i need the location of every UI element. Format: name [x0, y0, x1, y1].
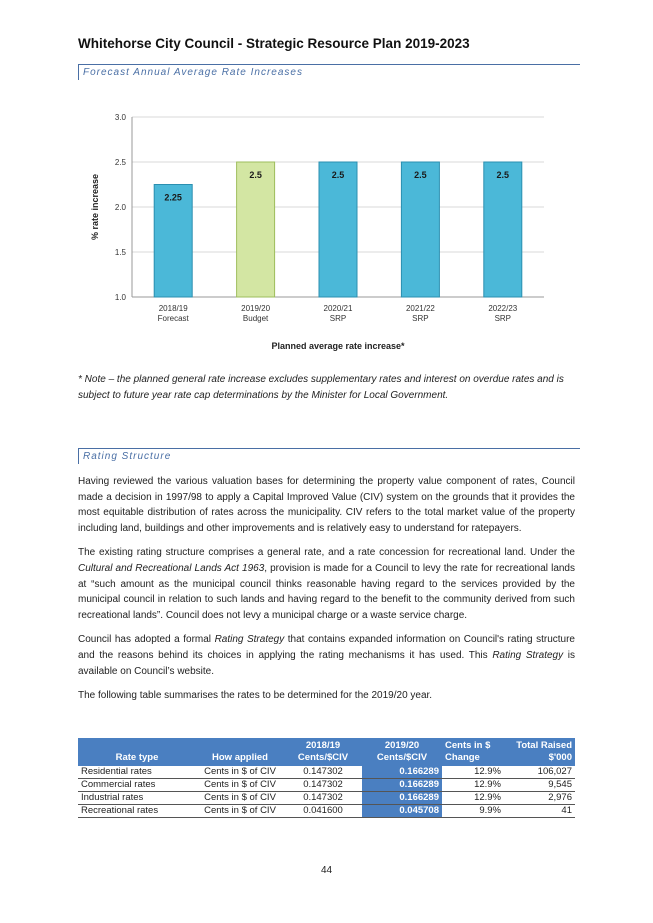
x-tick-label: 2020/21 [323, 304, 353, 313]
cell-how-applied: Cents in $ of CIV [196, 792, 284, 805]
x-tick-sublabel: SRP [412, 314, 429, 323]
cell-2019-20: 0.166289 [362, 792, 442, 805]
rating-structure-text [78, 474, 575, 704]
header-rate-type [78, 738, 196, 766]
cell-change: 12.9% [442, 766, 504, 779]
header-text: How applied [212, 752, 268, 763]
cell-rate-type: Residential rates [78, 766, 196, 779]
y-tick-label: 1.5 [114, 248, 126, 257]
header-text: Cents in $ [445, 740, 491, 751]
cell-rate-type: Industrial rates [78, 792, 196, 805]
cell-total-raised: 9,545 [504, 779, 575, 792]
x-tick-sublabel: Budget [242, 314, 269, 323]
table-row [78, 792, 575, 805]
cell-2019-20: 0.166289 [362, 766, 442, 779]
cell-change: 9.9% [442, 805, 504, 818]
text-span: that contains expanded information on Council's rating structure and the reasons behind its choices in applying the rating mechanisms it has used. This [78, 634, 575, 661]
header-how-applied [196, 738, 284, 766]
header-2019-20 [362, 738, 442, 766]
text-span: , provision is made for a Council to levy the rate for recreational lands at “such amount as the municipal council thinks reasonable having regard to the services provided by the municipal council in relation to such lands and having regard to the benefit to the community derived from such recreational lands”. Council does not levy a municipal charge or a waste service charge. [78, 562, 575, 621]
rate-increase-chart [80, 100, 570, 362]
cell-total-raised: 41 [504, 805, 575, 818]
paragraph-structure [78, 545, 575, 623]
x-tick-label: 2018/19 [158, 304, 188, 313]
bar-value-label: 2.5 [414, 170, 427, 180]
bar-value-label: 2.5 [496, 170, 510, 180]
bar [319, 162, 357, 297]
header-text: 2018/19 [305, 740, 341, 751]
act-title: Cultural and Recreational Lands Act 1963 [78, 562, 265, 574]
y-axis-title: % rate increase [90, 173, 100, 241]
y-tick-label: 2.0 [114, 203, 126, 212]
cell-2018-19: 0.147302 [284, 779, 362, 792]
x-tick-label: 2019/20 [241, 304, 271, 313]
cell-2018-19: 0.147302 [284, 766, 362, 779]
bar-value-label: 2.25 [164, 192, 182, 203]
rating-strategy-title: Rating Strategy [492, 649, 564, 661]
header-text: Total Raised [516, 740, 572, 751]
page-header-title: Whitehorse City Council - Strategic Resource Plan 2019-2023 [78, 36, 470, 51]
paragraph-table-intro: The following table summarises the rates to be determined for the 2019/20 year. [78, 690, 433, 702]
x-tick-sublabel: Forecast [157, 314, 189, 323]
table-row [78, 805, 575, 818]
cell-total-raised: 106,027 [504, 766, 575, 779]
section-heading-rating: Rating Structure [78, 448, 580, 464]
x-tick-label: 2022/23 [488, 304, 518, 313]
bar [484, 162, 522, 297]
header-change [442, 738, 504, 766]
x-axis-title: Planned average rate increase* [271, 341, 405, 351]
header-text: 2019/20 [384, 740, 420, 751]
x-tick-sublabel: SRP [329, 314, 347, 323]
x-tick-sublabel: SRP [494, 314, 512, 323]
table-header-row [78, 738, 575, 766]
header-2018-19 [284, 738, 362, 766]
y-tick-label: 1.0 [114, 293, 126, 302]
rates-table [78, 738, 575, 818]
y-tick-label: 2.5 [114, 158, 126, 167]
paragraph-valuation: Having reviewed the various valuation bases for determining the property value component of rates, Council made a decision in 1997/98 to apply a Capital Improved Value (CIV) system on the grounds that it provides the most equitable distribution of rates across the municipality. CIV refers to the total market value of the property including land, buildings and other improvements and is relatively easy to understand for ratepayers. [78, 476, 575, 534]
page-number: 44 [320, 865, 333, 876]
header-text: $'000 [548, 752, 572, 763]
paragraph-strategy [78, 632, 575, 679]
header-text: Rate type [115, 752, 159, 763]
cell-rate-type: Recreational rates [78, 805, 196, 818]
header-text: Cents/$CIV [376, 752, 428, 763]
cell-2018-19: 0.041600 [284, 805, 362, 818]
rating-strategy-title: Rating Strategy [214, 634, 285, 646]
bar [237, 162, 275, 297]
cell-2018-19: 0.147302 [284, 792, 362, 805]
bar [401, 162, 439, 297]
header-total-raised [504, 738, 575, 766]
table-row [78, 779, 575, 792]
cell-change: 12.9% [442, 779, 504, 792]
cell-2019-20: 0.166289 [362, 779, 442, 792]
cell-rate-type: Commercial rates [78, 779, 196, 792]
bar-value-label: 2.5 [249, 170, 262, 180]
text-span: Council has adopted a formal [78, 634, 215, 646]
x-tick-label: 2021/22 [405, 304, 435, 313]
bar-value-label: 2.5 [331, 170, 345, 180]
cell-change: 12.9% [442, 792, 504, 805]
cell-how-applied: Cents in $ of CIV [196, 805, 284, 818]
text-span: is available on Council’s website. [78, 649, 576, 677]
text-span: The existing rating structure comprises a general rate, and a rate concession for recreational land. Under the [78, 547, 575, 559]
cell-total-raised: 2,976 [504, 792, 575, 805]
y-tick-label: 3.0 [114, 113, 126, 122]
chart-footnote: * Note – the planned general rate increase excludes supplementary rates and interest on overdue rates and is subject to future year rate cap determinations by the Minister for Local Government. [78, 374, 564, 401]
section-heading-forecast: Forecast Annual Average Rate Increases [78, 64, 580, 80]
cell-how-applied: Cents in $ of CIV [196, 766, 284, 779]
header-text: Change [445, 752, 480, 763]
cell-how-applied: Cents in $ of CIV [196, 779, 284, 792]
table-row [78, 766, 575, 779]
cell-2019-20: 0.045708 [362, 805, 442, 818]
header-text: Cents/$CIV [297, 752, 349, 763]
